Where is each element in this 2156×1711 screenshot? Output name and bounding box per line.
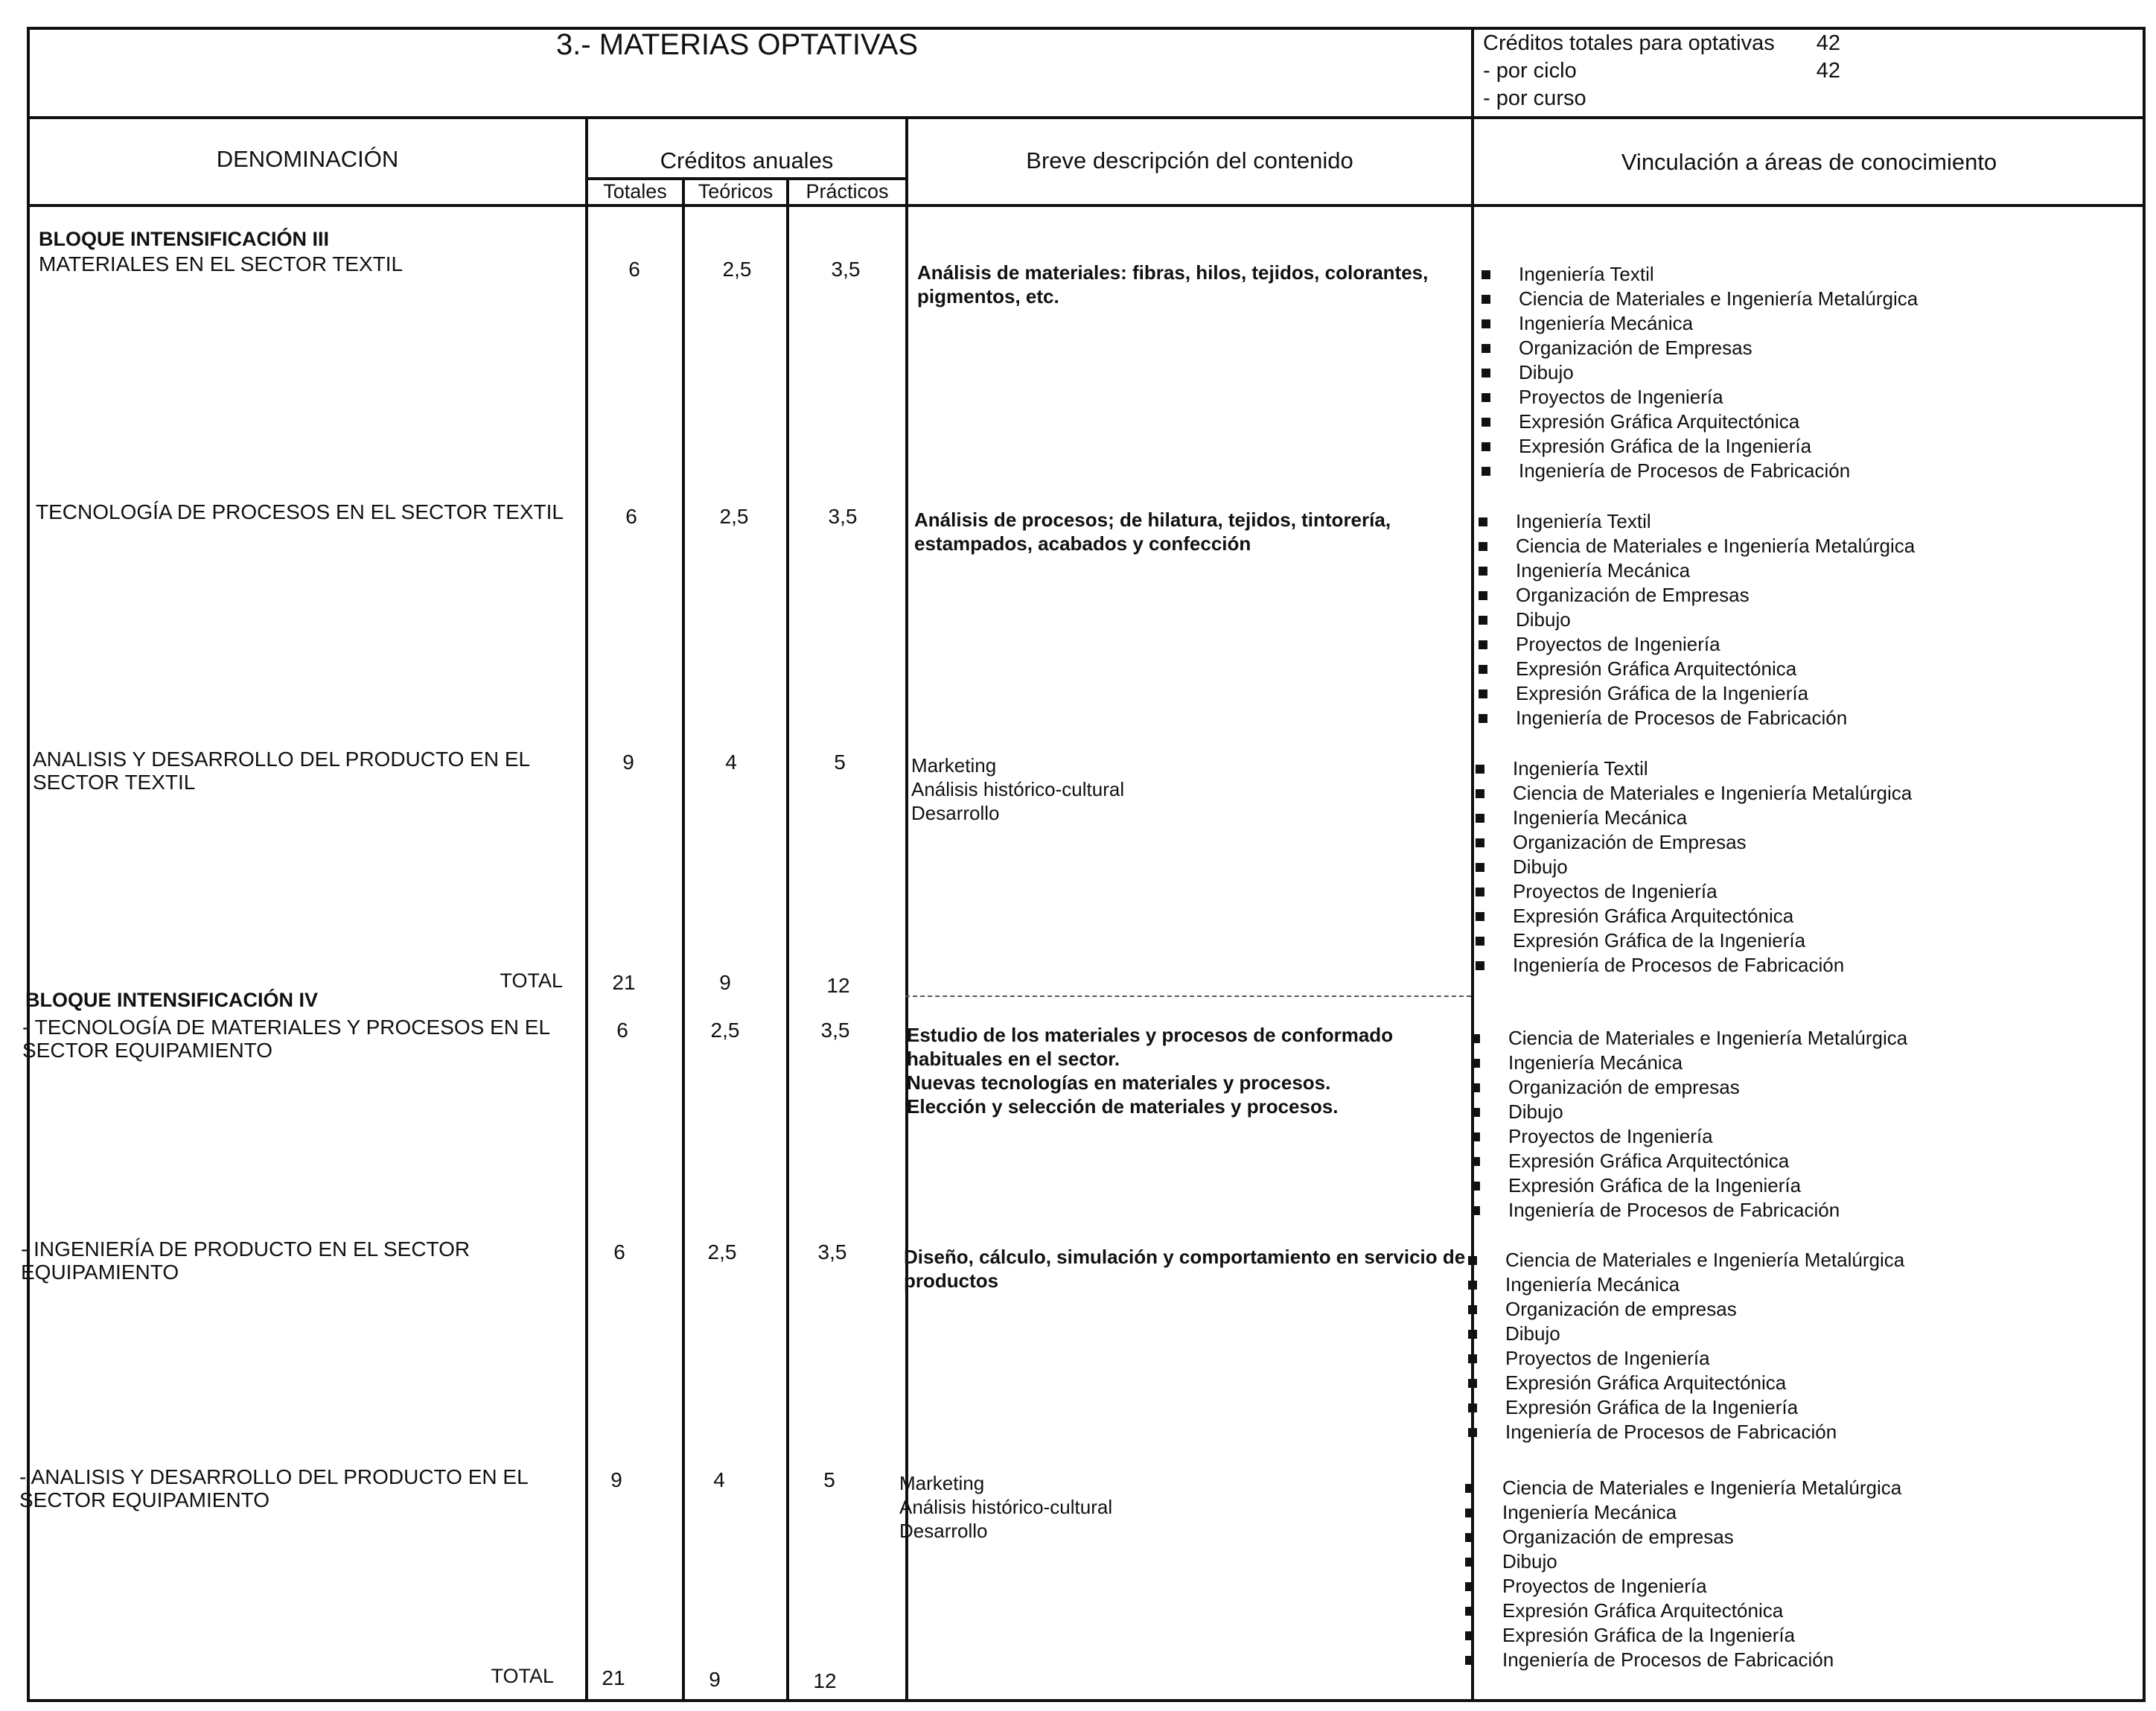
- description-line: Desarrollo: [911, 802, 1000, 824]
- knowledge-areas: [1479, 509, 1915, 730]
- square-bullet-icon: [1465, 1508, 1474, 1517]
- area-item: [1471, 1149, 1907, 1173]
- subject-name-line: - TECNOLOGÍA DE MATERIALES Y PROCESOS EN EL: [22, 1016, 551, 1039]
- area-label: Dibujo: [1502, 1550, 1557, 1573]
- description-line: Análisis histórico-cultural: [899, 1496, 1113, 1518]
- area-item: [1476, 879, 1912, 904]
- knowledge-areas: [1482, 262, 1918, 483]
- total-practicos: 12: [813, 1669, 837, 1692]
- total-label: TOTAL: [491, 1665, 554, 1687]
- area-label: Dibujo: [1508, 1100, 1563, 1123]
- block-title: BLOQUE INTENSIFICACIÓN III: [39, 228, 330, 250]
- area-item: [1468, 1371, 1904, 1395]
- area-item: [1476, 830, 1912, 855]
- subject-name: [21, 1237, 470, 1284]
- subject-name-line: - INGENIERÍA DE PRODUCTO EN EL SECTOR: [21, 1237, 471, 1261]
- square-bullet-icon: [1465, 1656, 1474, 1665]
- column-header-vinculacion: Vinculación a áreas de conocimiento: [1621, 149, 1997, 175]
- square-bullet-icon: [1482, 319, 1490, 328]
- area-label: Ingeniería de Procesos de Fabricación: [1513, 954, 1845, 976]
- area-item: [1468, 1346, 1904, 1371]
- totales-divider: [682, 177, 685, 1702]
- area-item: [1468, 1272, 1904, 1297]
- area-item: [1479, 632, 1915, 657]
- area-item: [1465, 1599, 1901, 1623]
- area-label: Ingeniería de Procesos de Fabricación: [1516, 707, 1848, 729]
- area-item: [1471, 1051, 1907, 1075]
- description-line: Diseño, cálculo, simulación y comportamiento en servicio de: [904, 1246, 1466, 1268]
- total-totales: 21: [612, 971, 636, 994]
- credits-practicos: 5: [823, 1468, 835, 1491]
- credits-practicos: 5: [834, 751, 846, 774]
- area-label: Expresión Gráfica de la Ingeniería: [1502, 1624, 1796, 1646]
- credits-teoricos: 4: [713, 1468, 725, 1491]
- total-teoricos: 9: [709, 1668, 721, 1691]
- description-line: Análisis histórico-cultural: [911, 778, 1125, 800]
- area-item: [1476, 953, 1912, 978]
- area-item: [1465, 1623, 1901, 1648]
- area-item: [1471, 1198, 1907, 1223]
- area-item: [1479, 534, 1915, 558]
- area-label: Proyectos de Ingeniería: [1519, 386, 1723, 408]
- square-bullet-icon: [1482, 467, 1490, 476]
- area-item: [1479, 706, 1915, 730]
- subject-name: [22, 1016, 550, 1062]
- subject-name: [19, 1465, 529, 1511]
- description-line: Análisis de materiales: fibras, hilos, tejidos, colorantes,: [917, 261, 1429, 284]
- square-bullet-icon: [1476, 838, 1484, 847]
- area-label: Ciencia de Materiales e Ingeniería Metalúrgica: [1516, 535, 1916, 557]
- credits-totales: 6: [613, 1240, 625, 1264]
- subject-description: [914, 508, 1391, 555]
- area-label: Organización de empresas: [1508, 1076, 1740, 1098]
- area-item: [1476, 928, 1912, 953]
- square-bullet-icon: [1465, 1631, 1474, 1640]
- area-label: Ingeniería Textil: [1519, 263, 1654, 285]
- description-line: Estudio de los materiales y procesos de conformado: [907, 1024, 1394, 1046]
- area-item: [1465, 1525, 1901, 1549]
- square-bullet-icon: [1479, 567, 1487, 576]
- square-bullet-icon: [1476, 765, 1484, 774]
- area-label: Dibujo: [1513, 856, 1568, 878]
- summary-value: [1796, 85, 1840, 112]
- credits-totales: 6: [628, 258, 640, 281]
- subject-name-line: TECNOLOGÍA DE PROCESOS EN EL SECTOR TEXTIL: [36, 500, 564, 523]
- credits-practicos: 3,5: [817, 1240, 847, 1264]
- area-item: [1465, 1648, 1901, 1672]
- area-label: Dibujo: [1516, 608, 1571, 631]
- area-item: [1465, 1500, 1901, 1525]
- knowledge-areas: [1476, 756, 1912, 978]
- credits-practicos: 3,5: [828, 505, 858, 528]
- area-label: Expresión Gráfica Arquitectónica: [1508, 1150, 1790, 1172]
- area-item: [1479, 681, 1915, 706]
- area-item: [1482, 311, 1918, 336]
- area-label: Ingeniería Mecánica: [1502, 1501, 1677, 1523]
- area-item: [1476, 904, 1912, 928]
- subject-name-line: SECTOR EQUIPAMIENTO: [22, 1039, 273, 1062]
- header-divider: [27, 116, 2146, 119]
- subject-name-line: SECTOR TEXTIL: [33, 771, 196, 794]
- credits-totales: 6: [616, 1019, 628, 1042]
- area-item: [1468, 1297, 1904, 1322]
- summary-label: - por curso: [1483, 86, 1586, 110]
- square-bullet-icon: [1471, 1182, 1480, 1191]
- area-label: Proyectos de Ingeniería: [1513, 880, 1718, 902]
- area-label: Expresión Gráfica de la Ingeniería: [1513, 929, 1806, 952]
- credits-teoricos: 2,5: [719, 505, 749, 528]
- area-item: [1471, 1075, 1907, 1100]
- description-line: Desarrollo: [899, 1520, 988, 1542]
- description-line: habituales en el sector.: [907, 1048, 1120, 1070]
- square-bullet-icon: [1471, 1157, 1480, 1166]
- square-bullet-icon: [1479, 640, 1487, 649]
- square-bullet-icon: [1476, 961, 1484, 970]
- area-item: [1468, 1248, 1904, 1272]
- square-bullet-icon: [1482, 270, 1490, 279]
- area-item: [1471, 1173, 1907, 1198]
- square-bullet-icon: [1471, 1059, 1480, 1068]
- area-label: Ciencia de Materiales e Ingeniería Metalúrgica: [1508, 1027, 1908, 1049]
- area-item: [1476, 781, 1912, 806]
- knowledge-areas: [1471, 1026, 1907, 1223]
- creditos-divider: [905, 116, 908, 1702]
- description-line: productos: [904, 1269, 999, 1292]
- square-bullet-icon: [1468, 1354, 1477, 1363]
- area-item: [1476, 756, 1912, 781]
- area-label: Ingeniería Mecánica: [1519, 312, 1694, 334]
- square-bullet-icon: [1471, 1206, 1480, 1215]
- square-bullet-icon: [1471, 1132, 1480, 1141]
- square-bullet-icon: [1476, 937, 1484, 946]
- subject-name-line: - ANALISIS Y DESARROLLO DEL PRODUCTO EN EL: [19, 1465, 529, 1488]
- square-bullet-icon: [1465, 1558, 1474, 1567]
- area-label: Dibujo: [1505, 1322, 1560, 1345]
- subject-name-line: SECTOR EQUIPAMIENTO: [19, 1488, 270, 1511]
- area-label: Ingeniería Textil: [1513, 757, 1648, 780]
- square-bullet-icon: [1465, 1607, 1474, 1616]
- total-totales: 21: [602, 1666, 625, 1689]
- area-item: [1476, 806, 1912, 830]
- square-bullet-icon: [1476, 863, 1484, 872]
- square-bullet-icon: [1465, 1582, 1474, 1591]
- square-bullet-icon: [1482, 369, 1490, 377]
- square-bullet-icon: [1479, 616, 1487, 625]
- area-item: [1471, 1026, 1907, 1051]
- area-item: [1479, 583, 1915, 608]
- subject-description: [899, 1471, 1112, 1543]
- area-label: Expresión Gráfica de la Ingeniería: [1505, 1396, 1799, 1418]
- area-label: Ingeniería Mecánica: [1516, 559, 1691, 582]
- summary-label: Créditos totales para optativas: [1483, 31, 1775, 55]
- knowledge-areas: [1465, 1476, 1901, 1672]
- square-bullet-icon: [1471, 1034, 1480, 1043]
- square-bullet-icon: [1468, 1428, 1477, 1437]
- area-label: Proyectos de Ingeniería: [1508, 1125, 1713, 1147]
- square-bullet-icon: [1468, 1305, 1477, 1314]
- credits-teoricos: 2,5: [722, 258, 752, 281]
- summary-row: [1483, 85, 1840, 112]
- area-label: Organización de Empresas: [1513, 831, 1747, 853]
- area-item: [1482, 360, 1918, 385]
- area-label: Ciencia de Materiales e Ingeniería Metalúrgica: [1513, 782, 1913, 804]
- area-label: Organización de empresas: [1505, 1298, 1737, 1320]
- area-item: [1476, 855, 1912, 879]
- square-bullet-icon: [1471, 1108, 1480, 1117]
- area-item: [1482, 336, 1918, 360]
- credits-totales: 6: [625, 505, 637, 528]
- area-item: [1465, 1476, 1901, 1500]
- credits-practicos: 3,5: [820, 1019, 850, 1042]
- subject-description: [907, 1023, 1393, 1118]
- square-bullet-icon: [1482, 295, 1490, 304]
- area-label: Expresión Gráfica Arquitectónica: [1502, 1599, 1784, 1622]
- area-label: Ingeniería de Procesos de Fabricación: [1508, 1199, 1840, 1221]
- page-title: 3.- MATERIAS OPTATIVAS: [556, 28, 918, 61]
- credits-teoricos: 2,5: [710, 1019, 740, 1042]
- area-item: [1479, 608, 1915, 632]
- subject-name-line: ANALISIS Y DESARROLLO DEL PRODUCTO EN EL: [33, 748, 531, 771]
- area-item: [1482, 434, 1918, 459]
- subject-description: [904, 1245, 1465, 1293]
- description-line: Marketing: [911, 754, 997, 777]
- block-title: BLOQUE INTENSIFICACIÓN IV: [25, 989, 319, 1011]
- description-line: Elección y selección de materiales y procesos.: [907, 1095, 1339, 1118]
- area-label: Ciencia de Materiales e Ingeniería Metalúrgica: [1502, 1476, 1902, 1499]
- area-item: [1479, 558, 1915, 583]
- square-bullet-icon: [1476, 912, 1484, 921]
- area-label: Organización de empresas: [1502, 1526, 1734, 1548]
- subject-name-line: MATERIALES EN EL SECTOR TEXTIL: [39, 252, 404, 275]
- credits-teoricos: 2,5: [707, 1240, 737, 1264]
- summary-value: 42: [1816, 59, 1840, 83]
- area-item: [1482, 262, 1918, 287]
- subject-name: [33, 748, 530, 794]
- square-bullet-icon: [1468, 1281, 1477, 1290]
- column-header-denominacion: DENOMINACIÓN: [216, 146, 399, 172]
- description-line: Marketing: [899, 1472, 985, 1494]
- square-bullet-icon: [1479, 689, 1487, 698]
- area-label: Expresión Gráfica de la Ingeniería: [1508, 1174, 1802, 1197]
- area-label: Ciencia de Materiales e Ingeniería Metalúrgica: [1505, 1249, 1905, 1271]
- square-bullet-icon: [1468, 1379, 1477, 1388]
- credit-summary: [1483, 30, 1840, 112]
- area-label: Ingeniería de Procesos de Fabricación: [1519, 459, 1851, 482]
- area-label: Ingeniería Textil: [1516, 510, 1651, 532]
- square-bullet-icon: [1476, 814, 1484, 823]
- area-item: [1479, 509, 1915, 534]
- description-line: Nuevas tecnologías en materiales y procesos.: [907, 1071, 1331, 1094]
- column-header-creditos: Créditos anuales: [660, 147, 834, 173]
- area-label: Proyectos de Ingeniería: [1505, 1347, 1710, 1369]
- square-bullet-icon: [1476, 789, 1484, 798]
- column-header-practicos: Prácticos: [806, 180, 889, 203]
- area-label: Proyectos de Ingeniería: [1502, 1575, 1707, 1597]
- area-item: [1465, 1549, 1901, 1574]
- area-label: Ingeniería de Procesos de Fabricación: [1502, 1648, 1834, 1671]
- area-item: [1468, 1395, 1904, 1420]
- column-header-descripcion: Breve descripción del contenido: [1026, 147, 1353, 173]
- subject-description: [911, 753, 1124, 825]
- square-bullet-icon: [1465, 1533, 1474, 1542]
- column-header-teoricos: Teóricos: [698, 180, 774, 203]
- area-label: Ingeniería Mecánica: [1513, 806, 1688, 829]
- area-item: [1482, 459, 1918, 483]
- area-item: [1468, 1420, 1904, 1444]
- square-bullet-icon: [1479, 542, 1487, 551]
- area-label: Dibujo: [1519, 361, 1574, 383]
- square-bullet-icon: [1479, 591, 1487, 600]
- knowledge-areas: [1468, 1248, 1904, 1444]
- denominacion-divider: [585, 116, 588, 1702]
- total-label: TOTAL: [500, 969, 563, 992]
- subject-name-line: EQUIPAMIENTO: [21, 1261, 179, 1284]
- summary-row: [1483, 30, 1840, 57]
- credits-totales: 9: [610, 1468, 622, 1491]
- summary-label: - por ciclo: [1483, 59, 1577, 83]
- description-line: estampados, acabados y confección: [914, 532, 1251, 555]
- square-bullet-icon: [1476, 888, 1484, 896]
- description-line: pigmentos, etc.: [917, 285, 1059, 308]
- area-label: Ciencia de Materiales e Ingeniería Metalúrgica: [1519, 287, 1919, 310]
- area-label: Organización de Empresas: [1519, 337, 1752, 359]
- description-line: Análisis de procesos; de hilatura, tejidos, tintorería,: [914, 509, 1391, 531]
- square-bullet-icon: [1479, 517, 1487, 526]
- area-label: Proyectos de Ingeniería: [1516, 633, 1720, 655]
- credits-totales: 9: [622, 751, 634, 774]
- square-bullet-icon: [1482, 393, 1490, 402]
- area-label: Organización de Empresas: [1516, 584, 1750, 606]
- square-bullet-icon: [1482, 442, 1490, 451]
- total-practicos: 12: [826, 974, 850, 997]
- area-label: Expresión Gráfica Arquitectónica: [1505, 1371, 1787, 1394]
- square-bullet-icon: [1468, 1330, 1477, 1339]
- credits-teoricos: 4: [725, 751, 737, 774]
- summary-row: [1483, 57, 1840, 85]
- area-label: Expresión Gráfica Arquitectónica: [1516, 657, 1797, 680]
- square-bullet-icon: [1468, 1256, 1477, 1265]
- square-bullet-icon: [1482, 344, 1490, 353]
- teoricos-divider: [786, 177, 789, 1702]
- area-item: [1479, 657, 1915, 681]
- subject-description: [917, 261, 1428, 308]
- area-item: [1482, 385, 1918, 410]
- square-bullet-icon: [1482, 418, 1490, 427]
- area-label: Ingeniería Mecánica: [1508, 1051, 1683, 1074]
- subject-name: [36, 500, 564, 523]
- area-item: [1471, 1124, 1907, 1149]
- area-label: Expresión Gráfica Arquitectónica: [1519, 410, 1800, 433]
- credits-practicos: 3,5: [831, 258, 861, 281]
- block-separator: [905, 995, 1471, 997]
- column-header-totales: Totales: [603, 180, 667, 203]
- area-label: Expresión Gráfica Arquitectónica: [1513, 905, 1794, 927]
- square-bullet-icon: [1479, 714, 1487, 723]
- summary-divider: [1471, 27, 1474, 1702]
- square-bullet-icon: [1465, 1484, 1474, 1493]
- area-label: Ingeniería de Procesos de Fabricación: [1505, 1421, 1837, 1443]
- area-item: [1465, 1574, 1901, 1599]
- summary-value: 42: [1816, 31, 1840, 55]
- square-bullet-icon: [1468, 1403, 1477, 1412]
- area-item: [1482, 287, 1918, 311]
- area-item: [1468, 1322, 1904, 1346]
- square-bullet-icon: [1471, 1083, 1480, 1092]
- square-bullet-icon: [1479, 665, 1487, 674]
- area-label: Expresión Gráfica de la Ingeniería: [1519, 435, 1812, 457]
- subject-name: [39, 252, 403, 275]
- total-teoricos: 9: [719, 971, 731, 994]
- area-item: [1471, 1100, 1907, 1124]
- area-item: [1482, 410, 1918, 434]
- columns-divider: [27, 204, 2146, 207]
- area-label: Expresión Gráfica de la Ingeniería: [1516, 682, 1809, 704]
- area-label: Ingeniería Mecánica: [1505, 1273, 1680, 1296]
